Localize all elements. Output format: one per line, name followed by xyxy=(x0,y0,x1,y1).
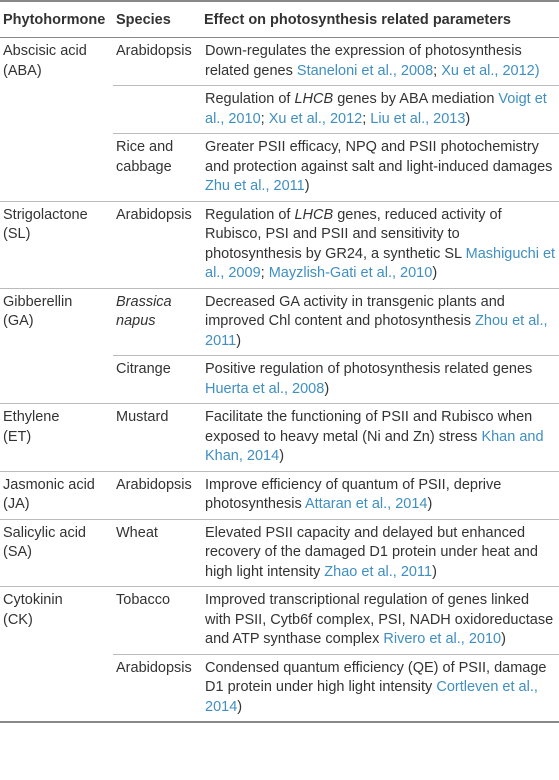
effect-text: Condensed quantum efficiency (QE) of PSII, damage D1 protein under high light intensity xyxy=(205,659,547,695)
effect-text: ) xyxy=(432,563,437,580)
effect-text: genes, reduced activity of Rubisco, PSI and PSII and sensitivity to photosynthesis by GR24, a synthetic SL xyxy=(205,206,502,262)
effect-cell xyxy=(201,587,559,655)
species-cell: Brassica napus xyxy=(116,293,172,329)
citation-link[interactable]: Cortleven et al., 2014 xyxy=(205,679,538,715)
phytohormone-name-line: (CK) xyxy=(3,611,33,628)
effect-cell xyxy=(201,471,559,519)
citation-link[interactable]: Attaran et al., 2014 xyxy=(304,496,428,512)
citation-link[interactable]: Zhou et al., 2011 xyxy=(205,313,548,349)
citation-link[interactable]: Huerta et al., 2008 xyxy=(205,380,325,397)
effect-cell xyxy=(201,86,559,134)
phytohormone-name-line: (SL) xyxy=(3,226,31,242)
phytohormone-cell xyxy=(0,38,113,202)
species-cell: Mustard xyxy=(116,409,169,425)
effect-cell xyxy=(201,288,559,356)
effect-text: Positive regulation of photosynthesis related genes xyxy=(205,361,533,377)
citation-link[interactable]: Liu et al., 2013 xyxy=(370,110,466,127)
header-row xyxy=(0,1,559,38)
effect-cell xyxy=(201,201,559,288)
table-row xyxy=(0,201,559,288)
phytohormone-name-line: (ET) xyxy=(3,428,32,445)
effect-text: ) xyxy=(237,698,243,715)
effect-cell xyxy=(201,404,559,472)
phytohormone-name-line: (JA) xyxy=(3,496,30,512)
phytohormone-cell xyxy=(0,519,113,587)
species-cell: Citrange xyxy=(116,361,171,377)
effect-text: ; xyxy=(260,265,269,281)
phytohormone-cell xyxy=(0,288,113,404)
effect-text: ; xyxy=(260,110,269,127)
effect-cell xyxy=(201,356,559,404)
effect-cell xyxy=(201,519,559,587)
effect-text: ) xyxy=(279,448,285,464)
phytohormone-name-line: Abscisic acid xyxy=(3,43,87,59)
effect-text: ) xyxy=(501,631,506,647)
phytohormone-name-line: (SA) xyxy=(3,544,32,560)
phytohormone-name-line: Strigolactone xyxy=(3,206,88,223)
effect-text: ) xyxy=(427,496,433,512)
effect-text: Decreased GA activity in transgenic plants and improved Chl content and photosynthesis xyxy=(205,293,505,329)
citation-link[interactable]: Khan and Khan, 2014 xyxy=(205,428,544,464)
effect-text: Improve efficiency of quantum of PSII, deprive photosynthesis xyxy=(205,476,502,512)
phytohormone-cell xyxy=(0,587,113,723)
effect-text: ) xyxy=(236,332,242,349)
citation-link[interactable]: Zhu et al., 2011 xyxy=(205,178,305,194)
effect-text: ; xyxy=(362,110,371,127)
effect-text: Regulation of xyxy=(205,206,295,223)
table-row xyxy=(0,288,559,356)
species-cell: Rice and cabbage xyxy=(116,139,174,175)
citation-link[interactable]: ) xyxy=(534,62,540,79)
table-row xyxy=(0,404,559,472)
effect-text: Improved transcriptional regulation of genes linked with PSII, Cytb6f complex, PSI, NADH oxidoreductase and ATP synthase complex xyxy=(205,592,554,647)
citation-link[interactable]: Xu et al., 2012 xyxy=(268,110,363,127)
gene-name: LHCB xyxy=(294,206,334,223)
effect-text: Down-regulates the expression of photosynthesis related genes xyxy=(205,43,522,79)
citation-link[interactable]: Rivero et al., 2010 xyxy=(383,631,502,647)
effect-text: ; xyxy=(433,62,442,79)
effect-text: ) xyxy=(304,178,310,194)
phytohormone-name-line: Cytokinin xyxy=(3,592,63,608)
phytohormone-cell xyxy=(0,201,113,288)
species-cell: Arabidopsis xyxy=(116,476,192,493)
phytohormone-name-line: Salicylic acid xyxy=(3,524,86,541)
effect-text: ) xyxy=(465,110,471,127)
effect-text: Elevated PSII capacity and delayed but enhanced recovery of the damaged D1 protein under heat and high light intensity xyxy=(205,524,538,580)
citation-link[interactable]: Zhao et al., 2011 xyxy=(324,563,433,580)
effect-text: ) xyxy=(324,380,330,397)
phytohormone-name-line: (GA) xyxy=(3,313,34,329)
effect-text: Regulation of xyxy=(205,91,295,107)
species-cell: Arabidopsis xyxy=(116,206,192,223)
citation-link[interactable]: Staneloni et al., 2008 xyxy=(296,62,434,79)
species-cell: Tobacco xyxy=(116,592,171,608)
phytohormone-name-line: Jasmonic acid xyxy=(3,476,95,493)
effect-cell xyxy=(201,38,559,86)
phytohormone-name-line: Gibberellin xyxy=(3,293,73,310)
phytohormone-cell xyxy=(0,471,113,519)
citation-link[interactable]: Mayzlish-Gati et al., 2010 xyxy=(268,265,433,281)
citation-link[interactable]: Mashiguchi et al., 2009 xyxy=(205,245,556,281)
gene-name: LHCB xyxy=(294,91,334,107)
header-effect: Effect on photosynthesis related parameters xyxy=(204,12,511,28)
header-phytohormone: Phytohormone xyxy=(3,12,106,28)
table-row xyxy=(0,471,559,519)
table-row xyxy=(0,519,559,587)
effect-cell xyxy=(201,134,559,202)
effect-text: Greater PSII efficacy, NPQ and PSII photochemistry and protection against salt and light-induced damages xyxy=(205,139,553,175)
phytohormone-name-line: (ABA) xyxy=(3,62,42,79)
phytohormone-cell xyxy=(0,404,113,472)
species-cell xyxy=(113,86,201,134)
header-species: Species xyxy=(116,12,171,28)
effect-text: genes by ABA mediation xyxy=(333,91,499,107)
phytohormone-name-line: Ethylene xyxy=(3,409,60,425)
species-cell: Arabidopsis xyxy=(116,43,192,59)
species-cell: Arabidopsis xyxy=(116,659,192,676)
table-row xyxy=(0,587,559,655)
citation-link[interactable]: Voigt et al., 2010 xyxy=(205,91,547,127)
citation-link[interactable]: Xu et al., 2012 xyxy=(441,62,535,79)
species-cell: Wheat xyxy=(116,524,158,541)
effect-text: ) xyxy=(432,265,438,281)
table-row xyxy=(0,38,559,86)
effect-cell xyxy=(201,654,559,722)
effect-text: Facilitate the functioning of PSII and Rubisco when exposed to heavy metal (Ni and Zn) stress xyxy=(205,409,533,445)
